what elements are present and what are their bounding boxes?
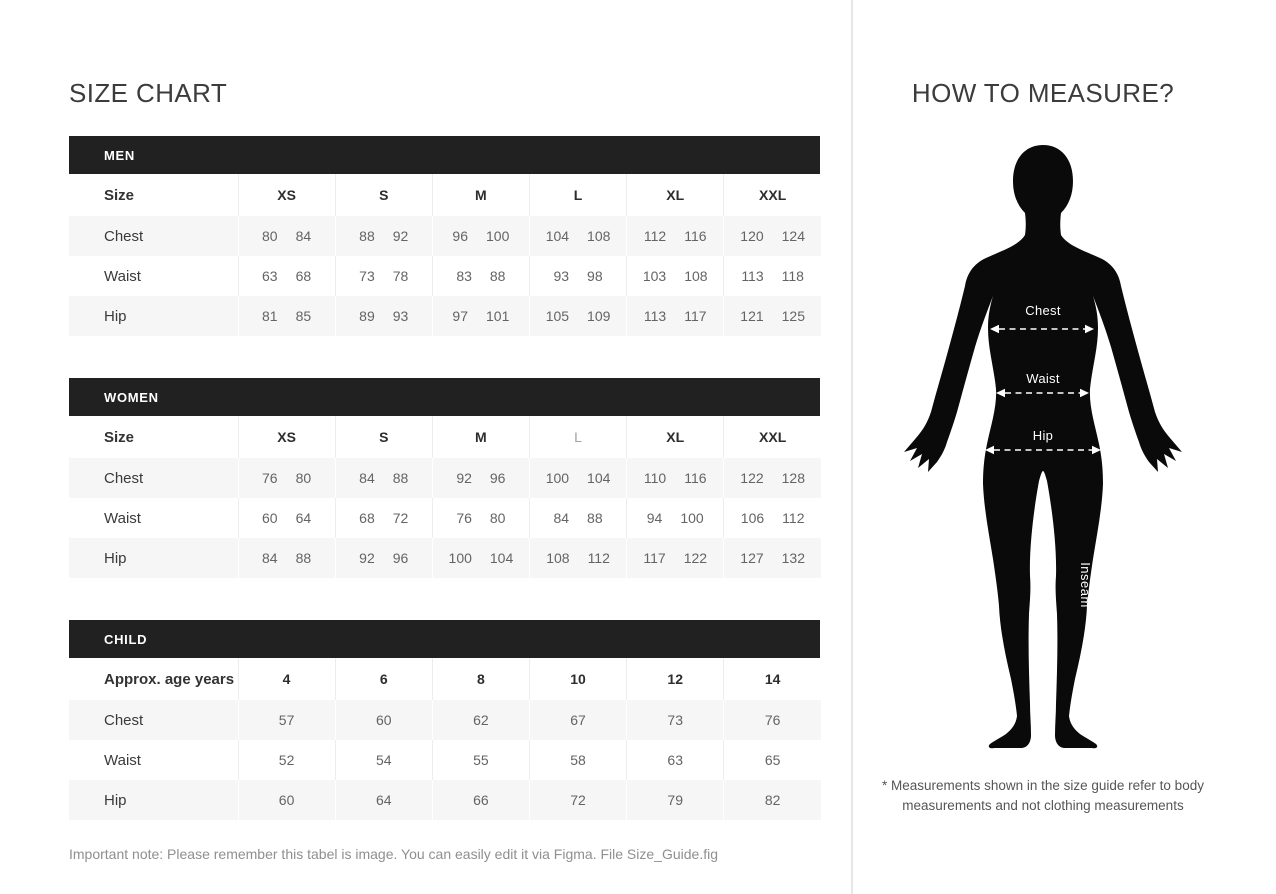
measurement-cell: 92 96 (335, 538, 432, 578)
measurement-cell: 62 (432, 700, 529, 740)
size-header-label: Size (104, 186, 135, 204)
size-column-header: 6 (335, 658, 432, 700)
size-header-label: Approx. age years (104, 670, 235, 688)
size-column-header: M (432, 416, 529, 458)
how-to-measure-content (853, 0, 1233, 816)
measurement-row-label: Hip (104, 549, 127, 567)
measurement-cell: 66 (432, 780, 529, 820)
size-column-header: XXL (724, 416, 821, 458)
measurement-cell: 88 92 (335, 216, 432, 256)
size-column-header: 10 (529, 658, 626, 700)
size-column-header: 14 (724, 658, 821, 700)
measurement-cell: 58 (529, 740, 626, 780)
table-group-header: CHILD (69, 620, 820, 658)
waist-measure-label: Waist (1026, 371, 1060, 386)
measurement-cell: 106 112 (724, 498, 821, 538)
size-column-header: XL (627, 416, 724, 458)
measurement-cell: 72 (529, 780, 626, 820)
measurement-cell: 94 100 (627, 498, 724, 538)
measurement-cell: 113 117 (627, 296, 724, 336)
inseam-measure-label: Inseam (1078, 562, 1093, 608)
size-table-women (69, 378, 820, 578)
measurement-cell: 67 (529, 700, 626, 740)
measurement-cell: 60 64 (238, 498, 335, 538)
table-group-header: MEN (69, 136, 820, 174)
measurement-cell: 65 (724, 740, 821, 780)
size-column-header: 12 (627, 658, 724, 700)
measurement-cell: 121 125 (724, 296, 821, 336)
page-title: SIZE CHART (69, 78, 228, 108)
size-tables (69, 136, 820, 820)
measurement-cell: 97 101 (432, 296, 529, 336)
size-header-row (69, 658, 821, 700)
measurement-cell: 68 72 (335, 498, 432, 538)
measurement-cell: 108 112 (529, 538, 626, 578)
measurement-cell: 110 116 (627, 458, 724, 498)
measurement-row (69, 780, 821, 820)
measurement-row (69, 740, 821, 780)
measure-footnote (853, 776, 1233, 816)
measurement-cell: 84 88 (529, 498, 626, 538)
measurement-cell: 52 (238, 740, 335, 780)
size-header-label: Size (104, 428, 135, 446)
measurement-row (69, 458, 821, 498)
measurement-row-label: Chest (104, 469, 144, 487)
measurement-cell: 76 80 (432, 498, 529, 538)
measurement-cell: 73 (627, 700, 724, 740)
footer-note: Important note: Please remember this tabel is image. You can easily edit it via Figma. File Size_Guide.fig (69, 846, 718, 862)
measurements-table (69, 416, 821, 578)
measurement-cell: 64 (335, 780, 432, 820)
table-group-header: WOMEN (69, 378, 820, 416)
measurement-row-label: Chest (104, 227, 144, 245)
measurement-cell: 54 (335, 740, 432, 780)
measurement-cell: 120 124 (724, 216, 821, 256)
measurement-row (69, 216, 821, 256)
measurement-cell: 79 (627, 780, 724, 820)
measurement-row (69, 256, 821, 296)
measurement-cell: 89 93 (335, 296, 432, 336)
size-header-row (69, 174, 821, 216)
size-table-men (69, 136, 820, 336)
hip-measure-label: Hip (1032, 428, 1054, 443)
measurement-cell: 73 78 (335, 256, 432, 296)
measurement-cell: 76 80 (238, 458, 335, 498)
measure-title: HOW TO MEASURE? (911, 78, 1175, 108)
size-column-header: XS (238, 416, 335, 458)
measurement-row-label: Hip (104, 307, 127, 325)
measurement-row (69, 538, 821, 578)
measurements-table (69, 658, 821, 820)
size-column-header: XS (238, 174, 335, 216)
size-column-header: 4 (238, 658, 335, 700)
measurement-cell: 127 132 (724, 538, 821, 578)
measurement-cell: 100 104 (432, 538, 529, 578)
measurement-cell: 63 (627, 740, 724, 780)
measurement-cell: 60 (335, 700, 432, 740)
measurement-cell: 82 (724, 780, 821, 820)
measurement-cell: 80 84 (238, 216, 335, 256)
measurement-cell: 104 108 (529, 216, 626, 256)
measurement-cell: 81 85 (238, 296, 335, 336)
measurement-row (69, 498, 821, 538)
measure-footnote-line2: measurements and not clothing measurements (902, 798, 1184, 813)
measure-footnote-line1: * Measurements shown in the size guide refer to body (882, 778, 1204, 793)
measurement-cell: 103 108 (627, 256, 724, 296)
measurement-row-label: Chest (104, 711, 144, 729)
measurement-row (69, 296, 821, 336)
measurement-row-label: Waist (104, 267, 141, 285)
measurement-cell: 76 (724, 700, 821, 740)
size-column-header: S (335, 174, 432, 216)
measurements-table (69, 174, 821, 336)
chest-measure-label: Chest (1025, 303, 1061, 318)
measurement-row-label: Waist (104, 509, 141, 527)
measurement-cell: 55 (432, 740, 529, 780)
measurement-row-label: Hip (104, 791, 127, 809)
measurement-cell: 100 104 (529, 458, 626, 498)
size-column-header: M (432, 174, 529, 216)
body-silhouette-figure (904, 143, 1182, 750)
measurement-cell: 105 109 (529, 296, 626, 336)
measurement-cell: 112 116 (627, 216, 724, 256)
measurement-row (69, 700, 821, 740)
size-header-row (69, 416, 821, 458)
measurement-cell: 57 (238, 700, 335, 740)
measurement-cell: 84 88 (335, 458, 432, 498)
measurement-cell: 63 68 (238, 256, 335, 296)
measurement-cell: 83 88 (432, 256, 529, 296)
size-column-header: XL (627, 174, 724, 216)
size-column-header: S (335, 416, 432, 458)
size-column-header: L (529, 174, 626, 216)
measurement-cell: 84 88 (238, 538, 335, 578)
measurement-cell: 92 96 (432, 458, 529, 498)
measurement-cell: 60 (238, 780, 335, 820)
size-column-header: L (529, 416, 626, 458)
size-table-child (69, 620, 820, 820)
measurement-cell: 113 118 (724, 256, 821, 296)
measurement-cell: 93 98 (529, 256, 626, 296)
measurement-cell: 117 122 (627, 538, 724, 578)
size-column-header: 8 (432, 658, 529, 700)
how-to-measure-panel (853, 0, 1276, 894)
body-silhouette (904, 145, 1182, 748)
measurement-row-label: Waist (104, 751, 141, 769)
size-column-header: XXL (724, 174, 821, 216)
measurement-cell: 96 100 (432, 216, 529, 256)
measurement-cell: 122 128 (724, 458, 821, 498)
